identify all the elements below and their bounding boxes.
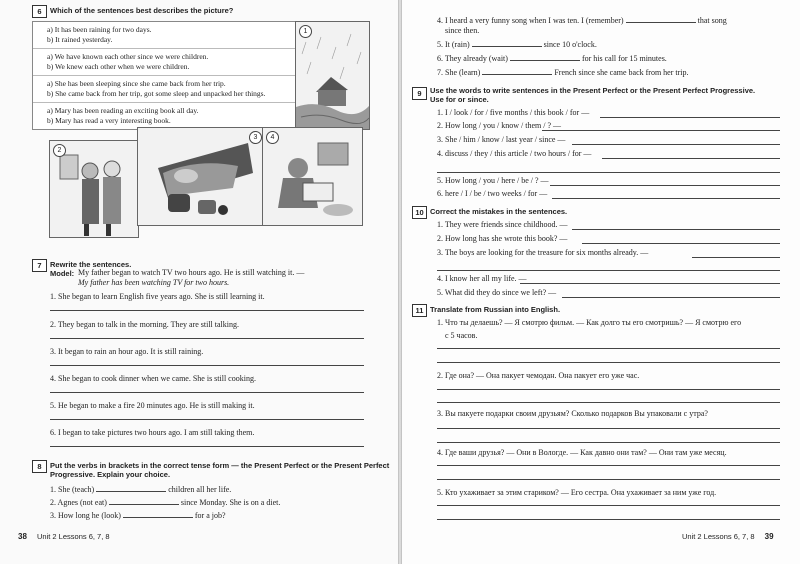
ex8-item-4-text: 4. I heard a very funny song when I was ten. I (remember) bbox=[437, 16, 624, 25]
ex10-item-1: 1. They were friends since childhood. — bbox=[437, 220, 568, 229]
exercise-8-number: 8 bbox=[32, 460, 47, 473]
ex8-item-4-rest: that song bbox=[697, 16, 727, 25]
exercise-11-title: Translate from Russian into English. bbox=[430, 305, 561, 314]
footer-unit-text: Unit 2 Lessons 6, 7, 8 bbox=[37, 532, 110, 541]
choice-group-4 bbox=[33, 103, 295, 128]
answer-line[interactable] bbox=[437, 270, 780, 271]
answer-line[interactable] bbox=[550, 185, 780, 186]
choice-2b[interactable]: b) We knew each other when we were children. bbox=[47, 62, 190, 71]
answer-line[interactable] bbox=[600, 117, 780, 118]
picture-number: 2 bbox=[53, 144, 66, 157]
exercise-7-title: Rewrite the sentences. bbox=[50, 260, 132, 269]
ex10-item-4: 4. I know her all my life. — bbox=[437, 274, 527, 283]
ex8-item-4 bbox=[437, 15, 727, 25]
answer-line[interactable] bbox=[520, 283, 780, 284]
picture-3-sleeping-girl bbox=[137, 127, 265, 226]
right-page bbox=[402, 0, 800, 564]
ex8-item-3-text: 3. How long he (look) bbox=[50, 511, 121, 520]
exercise-8-title-line2: Progressive. Explain your choice. bbox=[50, 470, 171, 479]
rain-illustration bbox=[296, 22, 369, 129]
right-footer bbox=[682, 532, 774, 541]
answer-line[interactable] bbox=[437, 505, 780, 506]
answer-line[interactable] bbox=[437, 519, 780, 520]
ex8-item-5-rest: since 10 o'clock. bbox=[543, 40, 597, 49]
choice-1b[interactable]: b) It rained yesterday. bbox=[47, 35, 113, 44]
answer-line[interactable] bbox=[50, 419, 364, 420]
answer-blank[interactable] bbox=[626, 15, 696, 23]
ex8-item-2-rest: since Monday. She is on a diet. bbox=[180, 498, 281, 507]
ex7-item-4: 4. She began to cook dinner when we came. She is still cooking. bbox=[50, 374, 256, 383]
ex8-item-5 bbox=[437, 39, 597, 49]
answer-line[interactable] bbox=[50, 446, 364, 447]
choice-group-2 bbox=[33, 49, 295, 76]
model-text: My father began to watch TV two hours ago. He is still watching it. — bbox=[78, 268, 305, 277]
answer-line[interactable] bbox=[437, 402, 780, 403]
ex10-item-5: 5. What did they do since we left? — bbox=[437, 288, 557, 297]
ex8-item-1-rest: children all her life. bbox=[168, 485, 232, 494]
answer-line[interactable] bbox=[542, 130, 780, 131]
ex7-item-2: 2. They began to talk in the morning. They are still talking. bbox=[50, 320, 239, 329]
ex8-item-7-text: 7. She (learn) bbox=[437, 68, 481, 77]
answer-line[interactable] bbox=[50, 392, 364, 393]
ex9-item-1: 1. I / look / for / five months / this book / for — bbox=[437, 108, 590, 117]
exercise-11-number: 11 bbox=[412, 304, 427, 317]
exercise-6-choices-panel bbox=[32, 21, 296, 130]
ex11-item-4: 4. Где ваши друзья? — Они в Вологде. — Как давно они там? — Они там уже месяц. bbox=[437, 448, 727, 457]
picture-1-rainy-house bbox=[295, 21, 370, 130]
ex8-item-1-text: 1. She (teach) bbox=[50, 485, 95, 494]
sleeping-illustration bbox=[138, 128, 264, 225]
choice-3a[interactable]: a) She has been sleeping since she came back from her trip. bbox=[47, 79, 226, 88]
answer-blank[interactable] bbox=[109, 497, 179, 505]
answer-blank[interactable] bbox=[96, 484, 166, 492]
reading-illustration bbox=[263, 128, 362, 225]
answer-line[interactable] bbox=[562, 297, 780, 298]
ex8-item-6-text: 6. They already (wait) bbox=[437, 54, 508, 63]
model-answer: My father has been watching TV for two hours. bbox=[78, 278, 230, 287]
ex8-item-7-rest: French since she came back from her trip. bbox=[554, 68, 689, 77]
ex11-item-1: 1. Что ты делаешь? — Я смотрю фильм. — Как долго ты его смотришь? — Я смотрю его bbox=[437, 318, 742, 327]
answer-line[interactable] bbox=[50, 365, 364, 366]
exercise-9-number: 9 bbox=[412, 87, 427, 100]
page-number: 39 bbox=[764, 532, 774, 541]
answer-line[interactable] bbox=[602, 158, 780, 159]
answer-line[interactable] bbox=[572, 144, 780, 145]
answer-line[interactable] bbox=[437, 465, 780, 466]
ex11-item-1-cont: с 5 часов. bbox=[445, 331, 478, 340]
ex8-item-1 bbox=[50, 484, 231, 494]
footer-unit-text: Unit 2 Lessons 6, 7, 8 bbox=[682, 532, 755, 541]
picture-number: 4 bbox=[266, 131, 279, 144]
left-page bbox=[0, 0, 398, 564]
choice-1a[interactable]: a) It has been raining for two days. bbox=[47, 25, 152, 34]
exercise-9-title-line2: Use for or since. bbox=[430, 95, 489, 104]
ex8-item-4-cont: since then. bbox=[445, 26, 480, 35]
ex8-item-6 bbox=[437, 53, 667, 63]
picture-number: 3 bbox=[249, 131, 262, 144]
answer-blank[interactable] bbox=[123, 510, 193, 518]
ex7-item-6: 6. I began to take pictures two hours ago. I am still taking them. bbox=[50, 428, 255, 437]
answer-line[interactable] bbox=[582, 243, 780, 244]
answer-line[interactable] bbox=[437, 348, 780, 349]
ex7-item-1: 1. She began to learn English five years ago. She is still learning it. bbox=[50, 292, 265, 301]
ex9-item-4: 4. discuss / they / this article / two hours / for — bbox=[437, 149, 592, 158]
ex7-item-3: 3. It began to rain an hour ago. It is still raining. bbox=[50, 347, 204, 356]
ex11-item-5: 5. Кто ухаживает за этим стариком? — Его сестра. Она ухаживает за ним уже год. bbox=[437, 488, 717, 497]
ex7-item-5: 5. He began to make a fire 20 minutes ago. He is still making it. bbox=[50, 401, 255, 410]
answer-line[interactable] bbox=[437, 389, 780, 390]
answer-line[interactable] bbox=[437, 442, 780, 443]
picture-number: 1 bbox=[299, 25, 312, 38]
exercise-6-number: 6 bbox=[32, 5, 47, 18]
answer-line[interactable] bbox=[552, 198, 780, 199]
picture-4-girl-reading bbox=[262, 127, 363, 226]
ex8-item-2 bbox=[50, 497, 280, 507]
answer-line[interactable] bbox=[437, 479, 780, 480]
ex8-item-7 bbox=[437, 67, 689, 77]
ex8-item-6-rest: for his call for 15 minutes. bbox=[581, 54, 667, 63]
exercise-10-title: Correct the mistakes in the sentences. bbox=[430, 207, 568, 216]
answer-blank[interactable] bbox=[510, 53, 580, 61]
ex8-item-2-text: 2. Agnes (not eat) bbox=[50, 498, 107, 507]
exercise-10-number: 10 bbox=[412, 206, 427, 219]
answer-line[interactable] bbox=[692, 257, 780, 258]
choice-4a[interactable]: a) Mary has been reading an exciting book all day. bbox=[47, 106, 199, 115]
ex10-item-2: 2. How long has she wrote this book? — bbox=[437, 234, 568, 243]
choice-group-3 bbox=[33, 76, 295, 103]
choice-2a[interactable]: a) We have known each other since we were children. bbox=[47, 52, 209, 61]
model-label: Model: bbox=[50, 269, 75, 278]
answer-line[interactable] bbox=[437, 362, 780, 363]
ex11-item-2: 2. Где она? — Она пакует чемодан. Она пакует его уже час. bbox=[437, 371, 640, 380]
answer-line[interactable] bbox=[50, 310, 364, 311]
page-number: 38 bbox=[18, 532, 27, 541]
answer-line[interactable] bbox=[437, 428, 780, 429]
left-footer bbox=[18, 532, 110, 541]
ex11-item-3: 3. Вы пакуете подарки своим друзьям? Сколько подарков Вы упаковали с утра? bbox=[437, 409, 708, 418]
ex9-item-3: 3. She / him / know / last year / since — bbox=[437, 135, 566, 144]
ex9-item-5: 5. How long / you / here / be / ? — bbox=[437, 176, 549, 185]
answer-line[interactable] bbox=[50, 338, 364, 339]
ex8-item-3-rest: for a job? bbox=[194, 511, 226, 520]
ex9-item-6: 6. here / I / be / two weeks / for — bbox=[437, 189, 548, 198]
answer-blank[interactable] bbox=[482, 67, 552, 75]
answer-blank[interactable] bbox=[472, 39, 542, 47]
choice-group-1 bbox=[33, 22, 295, 49]
ex8-item-3 bbox=[50, 510, 226, 520]
answer-line[interactable] bbox=[572, 229, 780, 230]
ex9-item-2: 2. How long / you / know / them / ? — bbox=[437, 121, 561, 130]
choice-3b[interactable]: b) She came back from her trip, got some sleep and unpacked her things. bbox=[47, 89, 266, 98]
answer-line[interactable] bbox=[437, 172, 780, 173]
exercise-9-title-line1: Use the words to write sentences in the Present Perfect or the Present Perfect Progressive. bbox=[430, 86, 756, 95]
choice-4b[interactable]: b) Mary has read a very interesting book. bbox=[47, 116, 171, 125]
ex10-item-3: 3. The boys are looking for the treasure for six months already. — bbox=[437, 248, 649, 257]
exercise-6-title: Which of the sentences best describes the picture? bbox=[50, 6, 234, 15]
exercise-7-number: 7 bbox=[32, 259, 47, 272]
picture-2-old-couple bbox=[49, 140, 139, 238]
exercise-8-title-line1: Put the verbs in brackets in the correct tense form — the Present Perfect or the Present Perfect bbox=[50, 461, 390, 470]
ex8-item-5-text: 5. It (rain) bbox=[437, 40, 470, 49]
